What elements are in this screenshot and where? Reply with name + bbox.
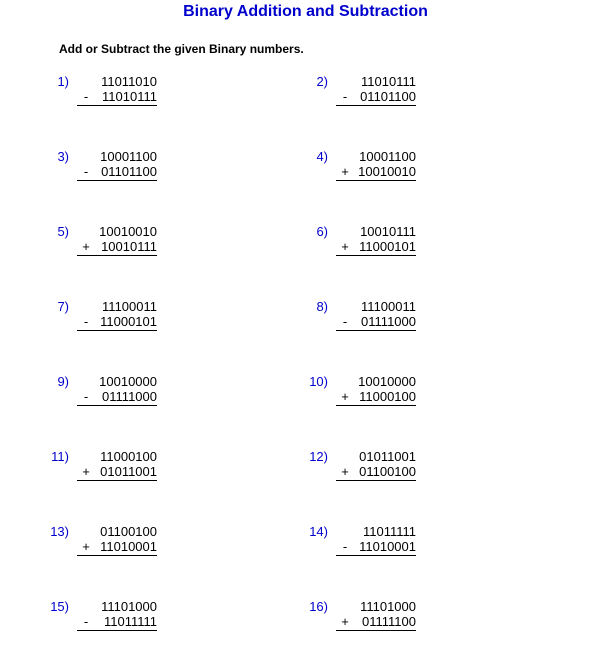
bottom-operand: 11011111 (103, 614, 157, 629)
operator-sign: - (83, 314, 89, 329)
problem-7 (49, 299, 219, 339)
operator-sign: + (341, 389, 349, 404)
problem-11 (49, 449, 219, 489)
bottom-operand: 01011001 (100, 464, 157, 479)
problem-2 (308, 74, 478, 114)
problem-number: 5) (57, 224, 69, 239)
problem-9 (49, 374, 219, 414)
operator-sign: + (82, 464, 90, 479)
operator-sign: - (83, 164, 89, 179)
bottom-operand: 01111000 (102, 389, 157, 404)
problem-8 (308, 299, 478, 339)
operator-sign: - (342, 539, 348, 554)
problem-number: 8) (316, 299, 328, 314)
bottom-operand-row (336, 539, 416, 556)
problem-number: 2) (316, 74, 328, 89)
operator-sign: + (341, 239, 349, 254)
top-operand: 11100011 (102, 299, 157, 314)
problem-1 (49, 74, 219, 114)
operator-sign: + (341, 164, 349, 179)
bottom-operand-row (336, 389, 416, 406)
operator-sign: - (342, 89, 348, 104)
problem-6 (308, 224, 478, 264)
top-operand: 11100011 (361, 299, 416, 314)
top-operand: 11101000 (360, 599, 416, 614)
problem-12 (308, 449, 478, 489)
bottom-operand: 10010111 (101, 239, 157, 254)
bottom-operand: 11000101 (100, 314, 157, 329)
bottom-operand: 01111100 (362, 614, 416, 629)
problem-number: 6) (316, 224, 328, 239)
top-operand: 11011111 (362, 524, 416, 539)
bottom-operand: 11010001 (100, 539, 157, 554)
problem-number: 14) (309, 524, 328, 539)
bottom-operand-row (336, 464, 416, 481)
operator-sign: - (83, 614, 89, 629)
bottom-operand-row (336, 614, 416, 631)
bottom-operand: 11000100 (359, 389, 416, 404)
bottom-operand-row (336, 89, 416, 106)
bottom-operand-row (336, 239, 416, 256)
bottom-operand: 01100100 (359, 464, 416, 479)
bottom-operand-row (77, 614, 157, 631)
problem-number: 3) (57, 149, 69, 164)
bottom-operand-row (77, 164, 157, 181)
bottom-operand-row (77, 314, 157, 331)
problem-number: 9) (57, 374, 69, 389)
problem-number: 15) (50, 599, 69, 614)
bottom-operand-row (336, 164, 416, 181)
top-operand: 11011010 (101, 74, 157, 89)
top-operand: 01011001 (359, 449, 416, 464)
problem-14 (308, 524, 478, 564)
problem-number: 16) (309, 599, 328, 614)
operator-sign: - (83, 89, 89, 104)
top-operand: 10010010 (99, 224, 157, 239)
operator-sign: + (82, 539, 90, 554)
top-operand: 11010111 (361, 74, 416, 89)
operator-sign: - (342, 314, 348, 329)
problem-number: 10) (309, 374, 328, 389)
page-title: Binary Addition and Subtraction (183, 3, 428, 20)
operator-sign: + (341, 614, 349, 629)
operator-sign: - (83, 389, 89, 404)
top-operand: 01100100 (100, 524, 157, 539)
bottom-operand-row (77, 89, 157, 106)
bottom-operand: 11010001 (359, 539, 416, 554)
problem-10 (308, 374, 478, 414)
problem-number: 13) (50, 524, 69, 539)
top-operand: 11000100 (100, 449, 157, 464)
bottom-operand-row (77, 464, 157, 481)
top-operand: 11101000 (101, 599, 157, 614)
problem-number: 7) (57, 299, 69, 314)
top-operand: 10001100 (100, 149, 157, 164)
instruction-text: Add or Subtract the given Binary numbers. (59, 42, 304, 56)
bottom-operand: 10010010 (358, 164, 416, 179)
bottom-operand: 11000101 (359, 239, 416, 254)
bottom-operand-row (77, 239, 157, 256)
problem-3 (49, 149, 219, 189)
problem-number: 11) (51, 449, 69, 464)
top-operand: 10010111 (360, 224, 416, 239)
bottom-operand: 01101100 (360, 89, 416, 104)
bottom-operand: 01111000 (361, 314, 416, 329)
bottom-operand-row (77, 539, 157, 556)
problem-number: 12) (309, 449, 328, 464)
bottom-operand: 11010111 (102, 89, 157, 104)
operator-sign: + (341, 464, 349, 479)
problem-4 (308, 149, 478, 189)
problem-5 (49, 224, 219, 264)
top-operand: 10001100 (359, 149, 416, 164)
bottom-operand-row (77, 389, 157, 406)
problem-number: 4) (316, 149, 328, 164)
top-operand: 10010000 (358, 374, 416, 389)
problem-16 (308, 599, 478, 639)
problem-13 (49, 524, 219, 564)
problem-15 (49, 599, 219, 639)
bottom-operand: 01101100 (101, 164, 157, 179)
top-operand: 10010000 (99, 374, 157, 389)
operator-sign: + (82, 239, 90, 254)
bottom-operand-row (336, 314, 416, 331)
problem-number: 1) (57, 74, 69, 89)
